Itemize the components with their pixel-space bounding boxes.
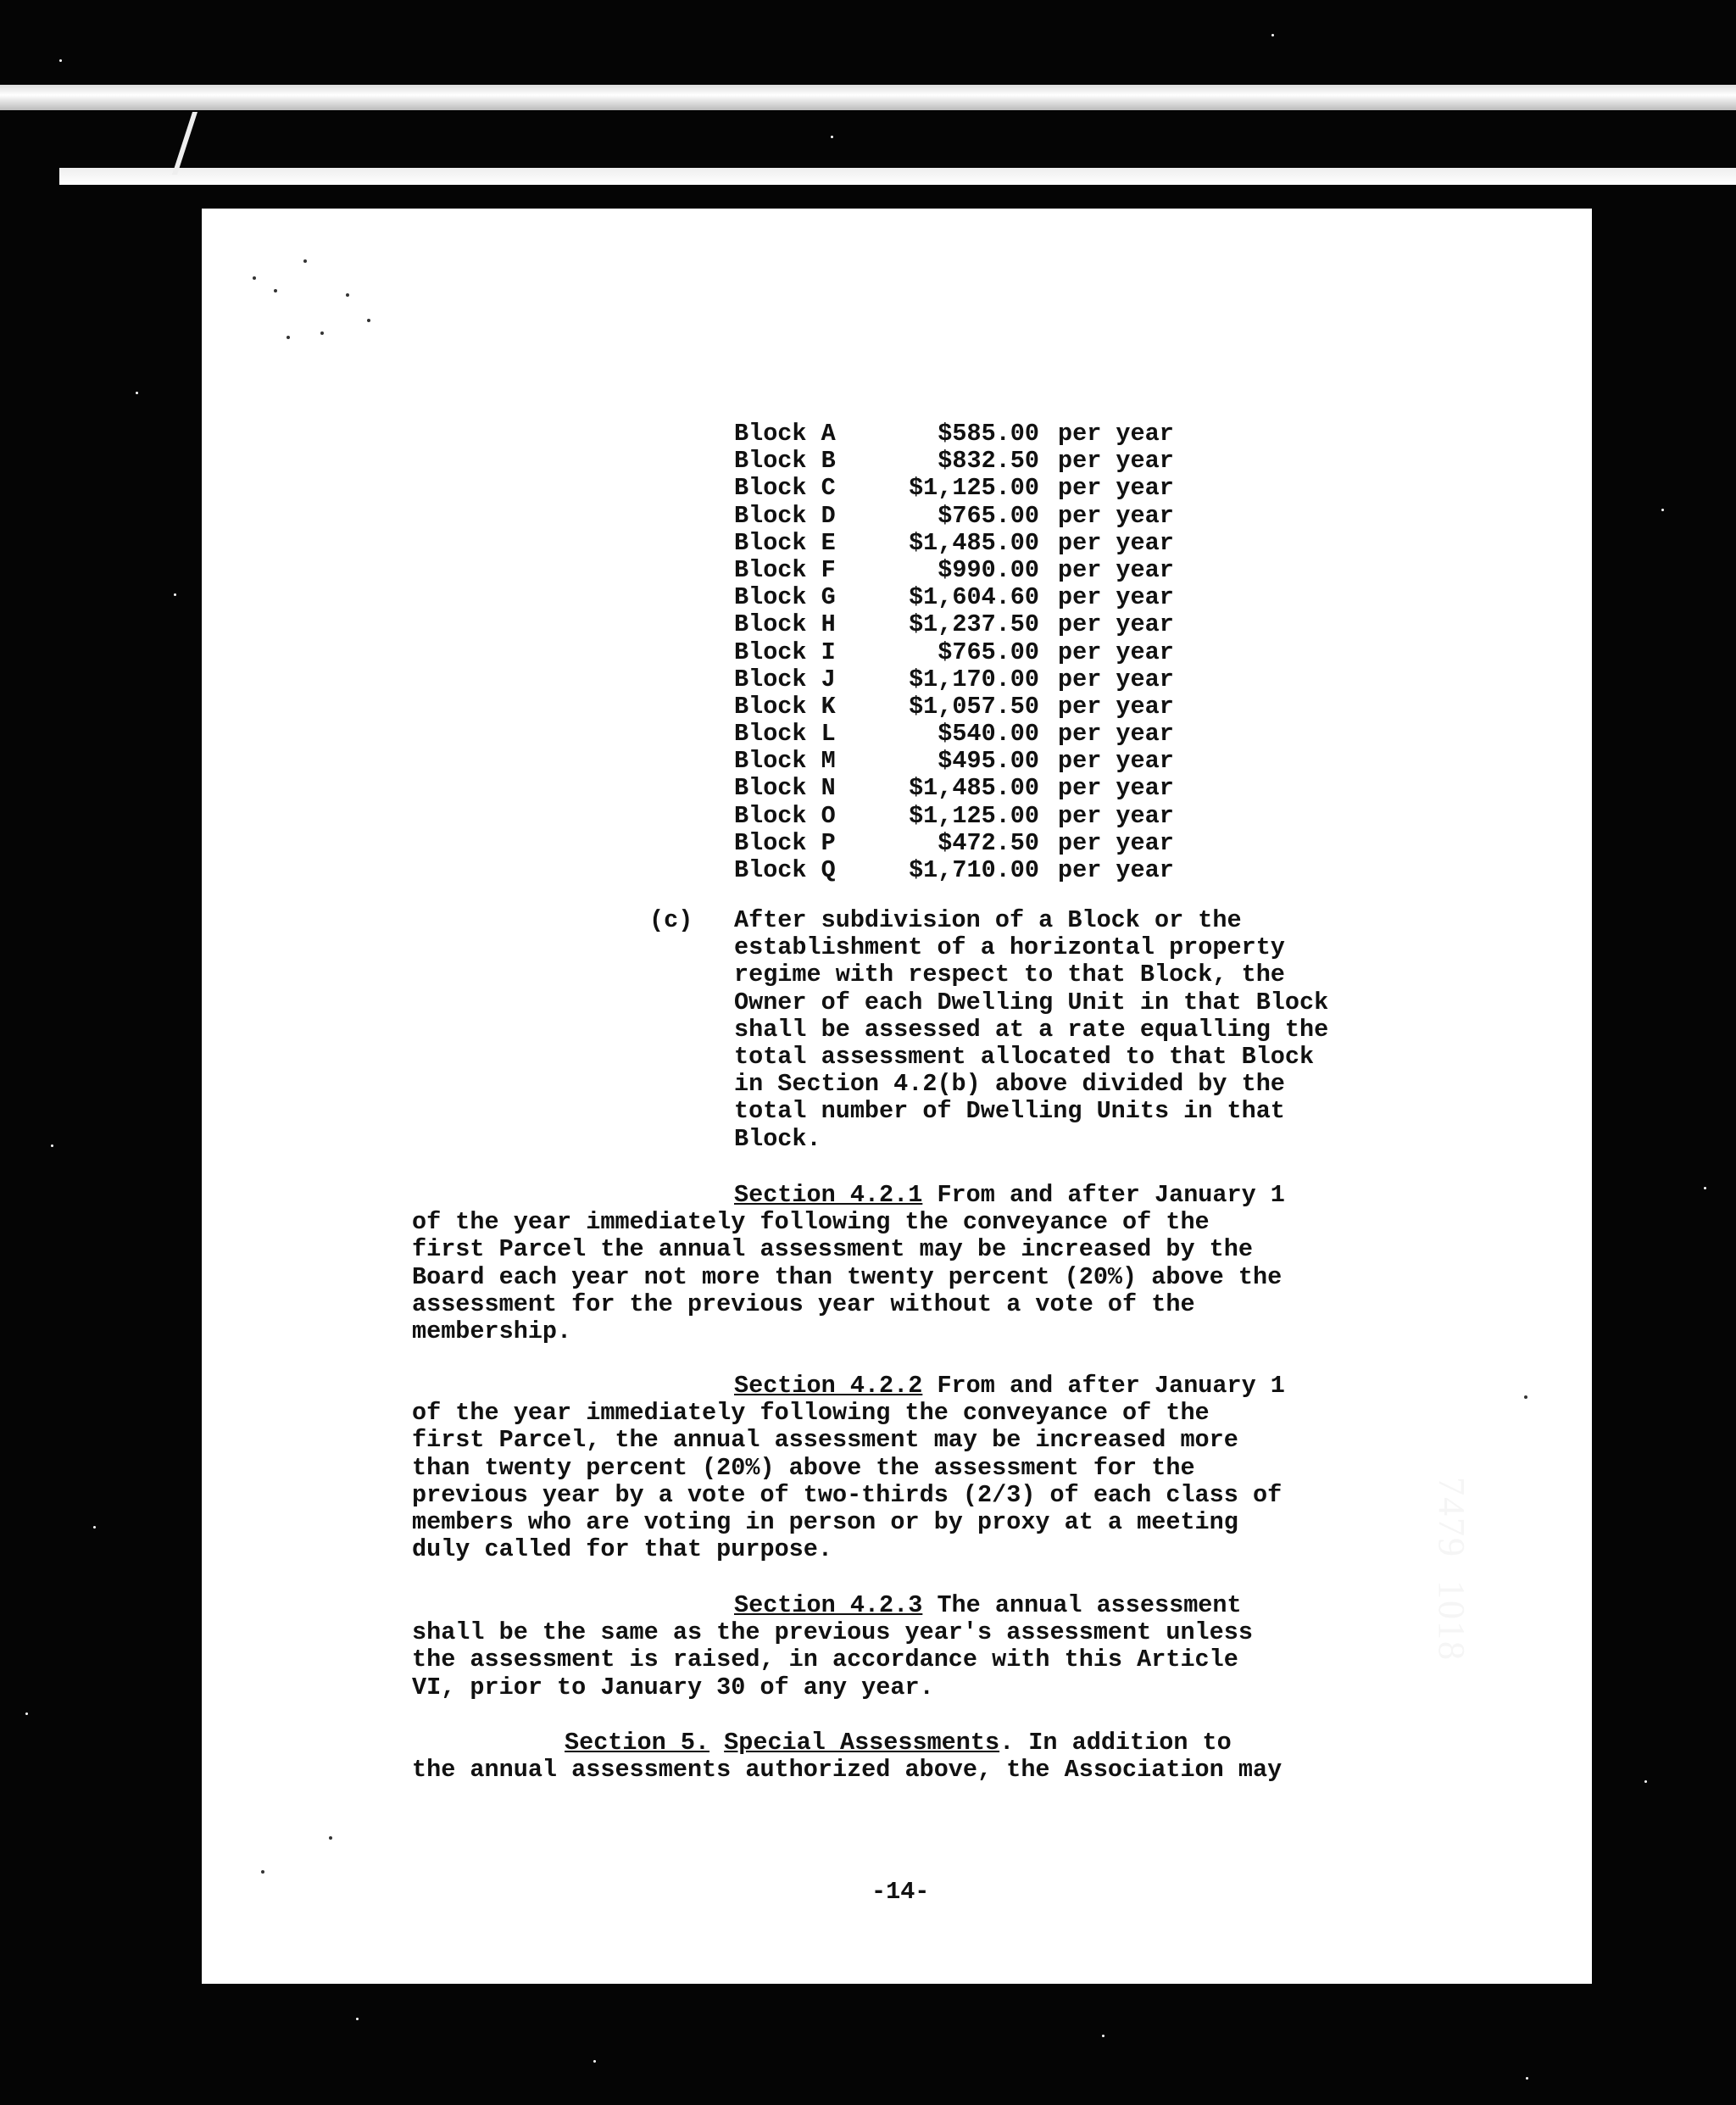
block-row <box>734 503 1174 530</box>
block-amount: $1,125.00 <box>909 801 1039 830</box>
section-body: of the year immediately following the conveyance of the first Parcel the annual assessment may be increased by the Board each year not more than twenty percent (20%) above the assessment for the previous year without a vote of the membership. <box>412 1208 1283 1346</box>
block-row <box>734 530 1174 557</box>
block-name: Block Q <box>734 856 836 884</box>
block-row <box>734 639 1174 666</box>
section-4-2-1 <box>412 1182 1395 1345</box>
block-period: per year <box>1058 474 1174 503</box>
section-title: Special Assessments <box>724 1729 1000 1757</box>
block-period: per year <box>1058 638 1174 666</box>
document-text <box>202 209 1592 1984</box>
block-period: per year <box>1058 610 1174 639</box>
block-period: per year <box>1058 528 1174 557</box>
item-c-text: After subdivision of a Block or the establishment of a horizontal property regime with respect to that Block, the Owner of each Dwelling Unit in that Block shall be assessed at a rate equalling the total assessment allocated to that Block in Section 4.2(b) above divided by the total number of Dwelling Units in that Block. <box>734 906 1329 1153</box>
block-amount: $1,710.00 <box>909 856 1039 884</box>
block-amount: $765.00 <box>938 638 1039 666</box>
block-amount: $585.00 <box>938 420 1039 448</box>
page-top-edge <box>59 168 1736 185</box>
block-row <box>734 693 1174 721</box>
block-name: Block N <box>734 774 836 803</box>
block-row <box>734 557 1174 584</box>
block-period: per year <box>1058 801 1174 830</box>
block-period: per year <box>1058 555 1174 584</box>
block-period: per year <box>1058 583 1174 612</box>
block-row <box>734 420 1174 448</box>
block-name: Block B <box>734 447 836 476</box>
scanner-edge-band <box>0 85 1736 110</box>
section-4-2-2 <box>412 1373 1395 1563</box>
block-name: Block H <box>734 610 836 639</box>
block-amount: $1,604.60 <box>909 583 1039 612</box>
block-amount: $1,485.00 <box>909 774 1039 803</box>
block-name: Block G <box>734 583 836 612</box>
block-name: Block L <box>734 720 836 749</box>
section-first-line: From and after January 1 <box>922 1181 1285 1209</box>
section-4-2-3 <box>412 1592 1395 1701</box>
block-period: per year <box>1058 692 1174 721</box>
block-amount: $1,485.00 <box>909 528 1039 557</box>
block-name: Block C <box>734 474 836 503</box>
block-period: per year <box>1058 747 1174 776</box>
block-amount: $1,125.00 <box>909 474 1039 503</box>
block-name: Block O <box>734 801 836 830</box>
block-row <box>734 721 1174 748</box>
block-name: Block E <box>734 528 836 557</box>
section-heading: Section 4.2.1 <box>734 1181 923 1209</box>
block-row <box>734 475 1174 502</box>
block-period: per year <box>1058 420 1174 448</box>
book-page-stamp: 7479 1018 <box>1431 1477 1472 1662</box>
block-amount: $990.00 <box>938 555 1039 584</box>
block-row <box>734 748 1174 775</box>
block-period: per year <box>1058 856 1174 884</box>
block-period: per year <box>1058 501 1174 530</box>
block-row <box>734 611 1174 638</box>
block-row <box>734 830 1174 857</box>
block-name: Block F <box>734 555 836 584</box>
item-c-label: (c) <box>649 906 693 934</box>
section-5 <box>412 1729 1395 1784</box>
page-number: -14- <box>871 1878 930 1906</box>
section-first-line: From and after January 1 <box>922 1372 1285 1400</box>
section-first-line: . In addition to <box>999 1729 1232 1757</box>
block-assessment-table <box>734 420 1174 884</box>
block-name: Block D <box>734 501 836 530</box>
block-period: per year <box>1058 665 1174 693</box>
block-row <box>734 857 1174 884</box>
block-amount: $1,237.50 <box>909 610 1039 639</box>
block-row <box>734 666 1174 693</box>
document-page <box>202 209 1592 1984</box>
scan-artifact-mark <box>172 112 198 175</box>
block-row <box>734 584 1174 611</box>
block-amount: $540.00 <box>938 720 1039 749</box>
block-amount: $765.00 <box>938 501 1039 530</box>
block-name: Block I <box>734 638 836 666</box>
section-heading: Section 4.2.2 <box>734 1372 923 1400</box>
block-row <box>734 775 1174 802</box>
block-period: per year <box>1058 774 1174 803</box>
section-heading: Section 5. <box>565 1729 710 1757</box>
block-period: per year <box>1058 447 1174 476</box>
block-amount: $832.50 <box>938 447 1039 476</box>
block-period: per year <box>1058 828 1174 857</box>
block-name: Block P <box>734 828 836 857</box>
block-name: Block M <box>734 747 836 776</box>
section-heading: Section 4.2.3 <box>734 1591 923 1619</box>
block-name: Block K <box>734 692 836 721</box>
block-row <box>734 448 1174 475</box>
block-period: per year <box>1058 720 1174 749</box>
section-body: shall be the same as the previous year's assessment unless the assessment is raised, in accordance with this Article VI, prior to January 30 of any year. <box>412 1618 1253 1701</box>
block-row <box>734 803 1174 830</box>
block-name: Block A <box>734 420 836 448</box>
block-amount: $1,170.00 <box>909 665 1039 693</box>
block-amount: $1,057.50 <box>909 692 1039 721</box>
section-body: of the year immediately following the conveyance of the first Parcel, the annual assessment may be increased more than twenty percent (20%) above the assessment for the previous year by a vote of two-thirds (2/3) of each class of members who are voting in person or by proxy at a meeting duly called for that purpose. <box>412 1399 1283 1564</box>
block-amount: $495.00 <box>938 747 1039 776</box>
block-name: Block J <box>734 665 836 693</box>
section-first-line: The annual assessment <box>922 1591 1242 1619</box>
block-amount: $472.50 <box>938 828 1039 857</box>
section-body: the annual assessments authorized above, the Association may <box>412 1756 1283 1785</box>
